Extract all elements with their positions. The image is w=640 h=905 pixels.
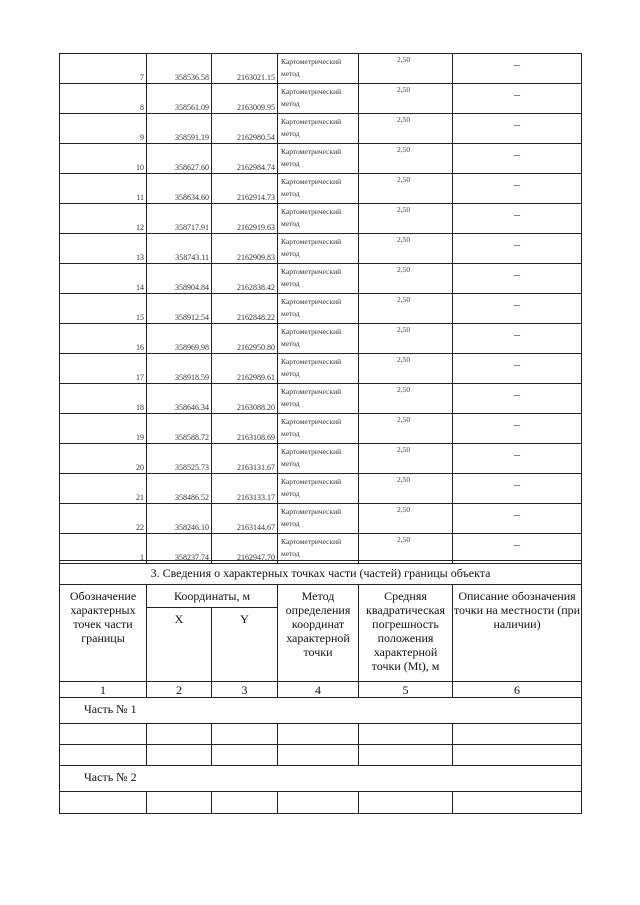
point-accuracy-cell [359,474,453,504]
point-accuracy-cell [359,504,453,534]
point-description: – [514,237,520,251]
point-x: 358588.72 [175,433,209,442]
point-description-cell [453,174,582,204]
point-description: – [514,327,520,341]
header-coordinates: Координаты, м [147,585,278,608]
point-row [60,354,582,384]
point-y: 2162950.80 [237,343,275,352]
point-x-cell [147,324,212,354]
point-method: Картометрический метод [281,447,342,468]
point-y: 2163088.20 [237,403,275,412]
point-number-cell [60,534,147,564]
point-method: Картометрический метод [281,237,342,258]
point-number: 7 [140,73,144,82]
point-accuracy: 2,50 [397,265,411,274]
empty-cell [359,792,453,814]
point-y: 2163144.67 [237,523,275,532]
point-accuracy-cell [359,264,453,294]
header-description: Описание обозначения точки на местности (при наличии) [453,585,582,682]
point-description-cell [453,384,582,414]
point-number-cell [60,264,147,294]
point-number-cell [60,144,147,174]
point-number: 17 [136,373,144,382]
point-number: 21 [136,493,144,502]
point-number: 10 [136,163,144,172]
point-description: – [514,207,520,221]
point-x: 358536.58 [175,73,209,82]
point-method: Картометрический метод [281,417,342,438]
point-method-cell [278,444,359,474]
point-row [60,114,582,144]
point-x-cell [147,384,212,414]
point-description: – [514,117,520,131]
point-number: 16 [136,343,144,352]
point-y-cell [212,174,278,204]
point-number-cell [60,474,147,504]
point-x: 358486.52 [175,493,209,502]
col-number: 6 [453,682,582,698]
point-method: Картометрический метод [281,327,342,348]
empty-cell [212,745,278,766]
point-y-cell [212,534,278,564]
header-accuracy: Средняя квадратическая погрешность положения характерной точки (Mt), м [359,585,453,682]
point-number: 12 [136,223,144,232]
point-y-cell [212,444,278,474]
point-accuracy-cell [359,54,453,84]
point-x-cell [147,144,212,174]
point-y: 2162919.63 [237,223,275,232]
empty-cell [453,724,582,745]
point-x-cell [147,114,212,144]
point-method: Картометрический метод [281,87,342,108]
point-y: 2163133.17 [237,493,275,502]
point-accuracy: 2,50 [397,505,411,514]
point-description-cell [453,534,582,564]
point-x-cell [147,414,212,444]
point-y: 2162984.74 [237,163,275,172]
point-x-cell [147,444,212,474]
point-row [60,234,582,264]
point-x: 358561.09 [175,103,209,112]
point-description-cell [453,234,582,264]
boundary-points-table [59,53,582,564]
point-number: 22 [136,523,144,532]
point-method-cell [278,54,359,84]
point-y: 2162989.61 [237,373,275,382]
point-description-cell [453,144,582,174]
point-accuracy: 2,50 [397,445,411,454]
point-row [60,474,582,504]
point-description-cell [453,474,582,504]
point-description-cell [453,264,582,294]
point-description-cell [453,204,582,234]
header-y: Y [212,608,278,682]
point-x-cell [147,294,212,324]
point-y: 2162914.73 [237,193,275,202]
empty-cell [278,792,359,814]
point-accuracy: 2,50 [397,145,411,154]
empty-cell [147,724,212,745]
point-accuracy: 2,50 [397,415,411,424]
point-description: – [514,87,520,101]
empty-cell [60,745,147,766]
point-x: 358627.60 [175,163,209,172]
point-x-cell [147,354,212,384]
point-description: – [514,417,520,431]
point-accuracy: 2,50 [397,235,411,244]
point-method-cell [278,234,359,264]
point-description-cell [453,54,582,84]
point-number: 8 [140,103,144,112]
point-x-cell [147,264,212,294]
point-accuracy-cell [359,144,453,174]
point-row [60,84,582,114]
point-row [60,324,582,354]
empty-cell [278,724,359,745]
point-y-cell [212,294,278,324]
point-method-cell [278,324,359,354]
point-accuracy: 2,50 [397,55,411,64]
point-x-cell [147,504,212,534]
point-y-cell [212,204,278,234]
point-accuracy-cell [359,534,453,564]
point-y-cell [212,144,278,174]
point-y: 2162838.42 [237,283,275,292]
point-number-cell [60,174,147,204]
point-y-cell [212,264,278,294]
point-number: 15 [136,313,144,322]
point-accuracy-cell [359,444,453,474]
point-y-cell [212,84,278,114]
point-y: 2162909.83 [237,253,275,262]
empty-cell [60,792,147,814]
col-number: 4 [278,682,359,698]
point-y: 2162947.70 [237,553,275,562]
point-number: 13 [136,253,144,262]
point-method: Картометрический метод [281,297,342,318]
point-description: – [514,57,520,71]
point-number-cell [60,204,147,234]
point-number-cell [60,84,147,114]
point-number: 14 [136,283,144,292]
point-number-cell [60,324,147,354]
point-x: 358634.60 [175,193,209,202]
point-method-cell [278,144,359,174]
point-description-cell [453,414,582,444]
point-description: – [514,387,520,401]
empty-cell [359,724,453,745]
point-y: 2162848.22 [237,313,275,322]
point-accuracy-cell [359,234,453,264]
point-y-cell [212,114,278,144]
point-description: – [514,147,520,161]
empty-cell [60,724,147,745]
point-x: 358525.73 [175,463,209,472]
point-method: Картометрический метод [281,387,342,408]
point-x-cell [147,534,212,564]
point-description: – [514,507,520,521]
point-y: 2163009.95 [237,103,275,112]
empty-cell [212,724,278,745]
point-accuracy-cell [359,384,453,414]
point-row [60,534,582,564]
point-accuracy-cell [359,354,453,384]
point-method: Картометрический метод [281,177,342,198]
point-method-cell [278,534,359,564]
empty-cell [212,792,278,814]
point-x: 358912.54 [175,313,209,322]
point-x: 358918.59 [175,373,209,382]
point-accuracy-cell [359,114,453,144]
point-y-cell [212,234,278,264]
point-row [60,144,582,174]
point-description-cell [453,324,582,354]
point-method: Картометрический метод [281,507,342,528]
point-x: 358237.74 [175,553,209,562]
point-accuracy-cell [359,204,453,234]
header-point-designation: Обозначение характерных точек части границы [60,585,147,682]
point-x-cell [147,174,212,204]
point-y-cell [212,324,278,354]
point-description-cell [453,354,582,384]
point-x-cell [147,204,212,234]
point-method-cell [278,174,359,204]
point-y-cell [212,414,278,444]
point-method: Картометрический метод [281,477,342,498]
point-x: 358591.19 [175,133,209,142]
point-method-cell [278,474,359,504]
point-row [60,204,582,234]
point-row [60,414,582,444]
point-number-cell [60,444,147,474]
point-number: 9 [140,133,144,142]
point-accuracy: 2,50 [397,325,411,334]
point-accuracy: 2,50 [397,115,411,124]
empty-cell [147,745,212,766]
point-row [60,54,582,84]
point-number: 11 [136,193,144,202]
point-method: Картометрический метод [281,117,342,138]
point-y-cell [212,504,278,534]
point-x-cell [147,234,212,264]
point-y-cell [212,384,278,414]
point-y: 2162980.54 [237,133,275,142]
empty-cell [359,745,453,766]
point-method-cell [278,264,359,294]
point-x: 358717.91 [175,223,209,232]
point-y: 2163131.67 [237,463,275,472]
point-y-cell [212,354,278,384]
point-method-cell [278,504,359,534]
part-2-label: Часть № 2 [60,766,582,792]
part-points-table [59,560,582,814]
point-accuracy: 2,50 [397,385,411,394]
point-accuracy: 2,50 [397,475,411,484]
point-method: Картометрический метод [281,537,342,558]
point-number-cell [60,504,147,534]
empty-cell [278,745,359,766]
part-1-label: Часть № 1 [60,698,582,724]
point-description: – [514,357,520,371]
point-method: Картометрический метод [281,147,342,168]
point-row [60,294,582,324]
point-row [60,504,582,534]
point-y-cell [212,474,278,504]
header-method: Метод определения координат характерной точки [278,585,359,682]
point-row [60,174,582,204]
point-x-cell [147,474,212,504]
point-accuracy: 2,50 [397,535,411,544]
point-x: 358743.11 [175,253,209,262]
point-description: – [514,177,520,191]
point-method: Картометрический метод [281,207,342,228]
empty-cell [453,745,582,766]
point-number-cell [60,234,147,264]
point-description-cell [453,114,582,144]
point-accuracy-cell [359,294,453,324]
col-number: 1 [60,682,147,698]
col-number: 3 [212,682,278,698]
point-method-cell [278,84,359,114]
point-x: 358969.98 [175,343,209,352]
point-accuracy-cell [359,414,453,444]
point-description-cell [453,84,582,114]
point-description-cell [453,444,582,474]
section-title: 3. Сведения о характерных точках части (частей) границы объекта [60,561,582,585]
point-number: 18 [136,403,144,412]
empty-cell [147,792,212,814]
point-accuracy-cell [359,324,453,354]
point-accuracy: 2,50 [397,205,411,214]
point-number: 19 [136,433,144,442]
point-description: – [514,297,520,311]
point-y: 2163021.15 [237,73,275,82]
point-method-cell [278,354,359,384]
point-number-cell [60,384,147,414]
point-method-cell [278,204,359,234]
point-number-cell [60,114,147,144]
point-y-cell [212,54,278,84]
point-method-cell [278,114,359,144]
point-x: 358904.84 [175,283,209,292]
point-row [60,264,582,294]
point-description: – [514,537,520,551]
point-y: 2163108.69 [237,433,275,442]
col-number: 5 [359,682,453,698]
point-x-cell [147,84,212,114]
point-accuracy: 2,50 [397,175,411,184]
point-accuracy-cell [359,84,453,114]
point-number: 1 [140,553,144,562]
point-description: – [514,477,520,491]
point-description-cell [453,294,582,324]
col-number: 2 [147,682,212,698]
point-accuracy: 2,50 [397,355,411,364]
point-description: – [514,447,520,461]
empty-cell [453,792,582,814]
point-method: Картометрический метод [281,267,342,288]
point-method-cell [278,294,359,324]
point-number-cell [60,354,147,384]
point-row [60,444,582,474]
point-method: Картометрический метод [281,357,342,378]
point-number: 20 [136,463,144,472]
point-accuracy-cell [359,174,453,204]
point-description-cell [453,504,582,534]
point-number-cell [60,54,147,84]
point-x: 358246.10 [175,523,209,532]
header-x: X [147,608,212,682]
point-x-cell [147,54,212,84]
point-method-cell [278,414,359,444]
point-method-cell [278,384,359,414]
point-row [60,384,582,414]
point-accuracy: 2,50 [397,295,411,304]
point-number-cell [60,294,147,324]
point-number-cell [60,414,147,444]
point-x: 358646.34 [175,403,209,412]
point-accuracy: 2,50 [397,85,411,94]
point-method: Картометрический метод [281,57,342,78]
point-description: – [514,267,520,281]
